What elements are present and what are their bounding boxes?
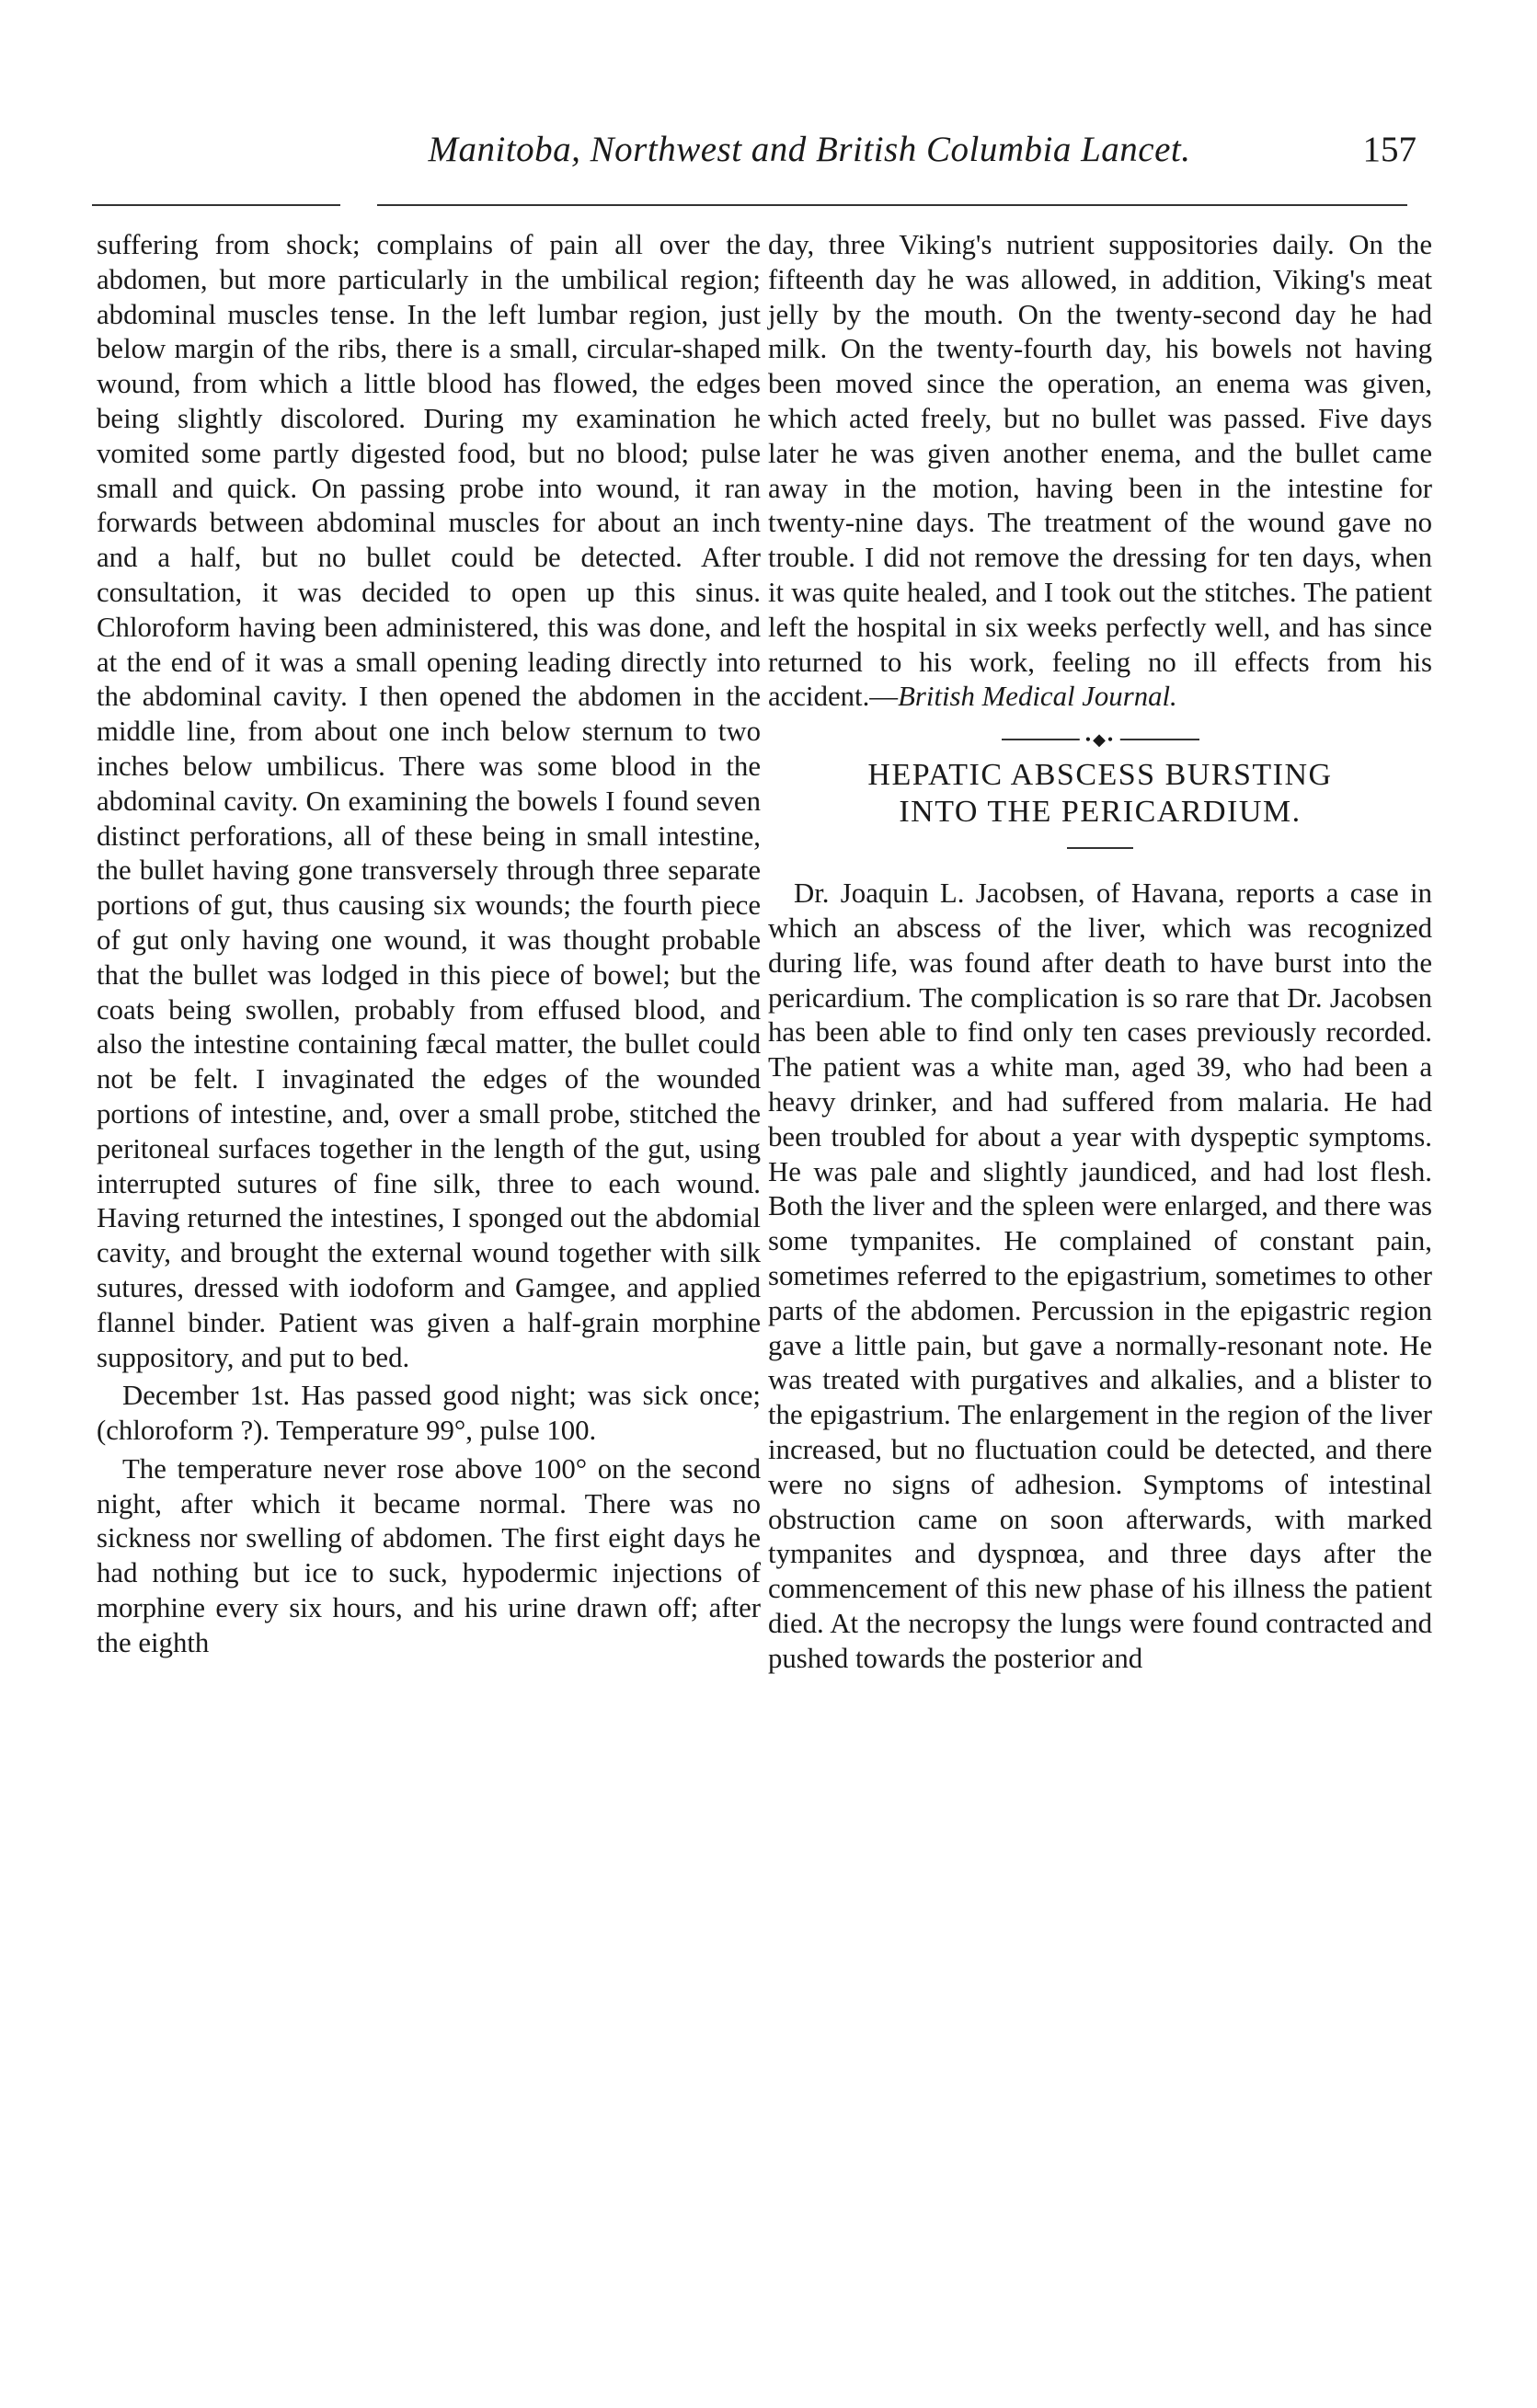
source-citation: British Medical Journal. [898,681,1177,713]
left-paragraph-2: December 1st. Has passed good night; was sick once; (chloroform ?). Temperature 99°, pulse 100. [97,1380,761,1447]
header-rule-break [340,201,377,209]
right-paragraph-2: Dr. Joaquin L. Jacobsen, of Havana, reports a case in which an abscess of the liver, which was recognized during life, was found after death to have burst into the pericardium. The complication is so rare that Dr. Jacobsen has been able to find only ten cases previously recorded. The patient was a white man, aged 39, who had been a heavy drinker, and had suffered from malaria. He had been troubled for about a year with dyspeptic symptoms. He was pale and slightly jaundiced, and had lost flesh. Both the liver and the spleen were enlarged, and there was some tympanites. He complained of constant pain, sometimes referred to the epigastrium, sometimes to other parts of the abdomen. Percussion in the epigastric region gave a little pain, but gave a normally-resonant note. He was treated with purgatives and alkalies, and a blister to the epigastrium. The enlargement in the region of the liver increased, but no fluctuation could be detected, and there were no signs of adhesion. Symptoms of intestinal obstruction came on soon afterwards, with marked tympanites and dyspnœa, and three days after the commencement of this new phase of his illness the patient died. At the necropsy the lungs were found contracted and pushed towards the posterior and [768,877,1432,1674]
article-title-line-2: INTO THE PERICARDIUM. [899,795,1302,830]
right-paragraph-1 [768,228,1432,715]
left-paragraph-3: The temperature never rose above 100° on the second night, after which it became normal. There was no sickness nor swelling of abdomen. The first eight days he had nothing but ice to suck, hypodermic injections of morphine every six hours, and his urine drawn off; after the eighth [97,1452,761,1658]
running-head [92,129,1417,184]
article-title [768,757,1432,831]
divider-ornament: •◆• [1080,730,1120,749]
journal-title: Manitoba, Northwest and British Columbia Lancet. [428,130,1191,169]
left-column [97,228,761,1661]
header-rule [92,204,1407,206]
page-number: 157 [1362,130,1417,169]
section-divider [1002,730,1199,750]
right-paragraph-1-text: day, three Viking's nutrient suppositories daily. On the fifteenth day he was allowed, in addition, Viking's meat jelly by the mouth. On the twenty-second day he had milk. On the twenty-fourth day, his bowels not having been moved since the operation, an enema was given, which acted freely, but no bullet was passed. Five days later he was given another enema, and the bullet came away in the motion, having been in the intestine for twenty-nine days. The treatment of the wound gave no trouble. I did not remove the dressing for ten days, when it was quite healed, and I took out the stitches. The patient left the hospital in six weeks perfectly well, and has since returned to his work, feeling no ill effects from his accident.— [768,229,1432,713]
title-underline [1067,847,1133,849]
article-title-line-1: HEPATIC ABSCESS BURSTING [867,758,1333,793]
right-column [768,228,1432,1676]
left-paragraph-1: suffering from shock; complains of pain all over the abdomen, but more particularly in the umbilical region; abdominal muscles tense. In the left lumbar region, just below margin of the ribs, there is a small, circular-shaped wound, from which a little blood has flowed, the edges being slightly discolored. During my examination he vomited some partly digested food, but no blood; pulse small and quick. On passing probe into wound, it ran forwards between abdominal muscles for about an inch and a half, but no bullet could be detected. After consultation, it was decided to open up this sinus. Chloroform having been administered, this was done, and at the end of it was a small opening leading directly into the abdominal cavity. I then opened the abdomen in the middle line, from about one inch below sternum to two inches below umbilicus. There was some blood in the abdominal cavity. On examining the bowels I found seven distinct perforations, all of these being in small intestine, the bullet having gone transversely through three separate portions of gut, thus causing six wounds; the fourth piece of gut only having one wound, it was thought probable that the bullet was lodged in this piece of bowel; but the coats being swollen, probably from effused blood, and also the intestine containing fæcal matter, the bullet could not be felt. I invaginated the edges of the wounded portions of intestine, and, over a small probe, stitched the peritoneal surfaces together in the length of the gut, using interrupted sutures of fine silk, three to each wound. Having returned the intestines, I sponged out the abdomial cavity, and brought the external wound together with silk sutures, dressed with iodoform and Gamgee, and applied flannel binder. Patient was given a half-grain morphine suppository, and put to bed. [97,229,761,1373]
